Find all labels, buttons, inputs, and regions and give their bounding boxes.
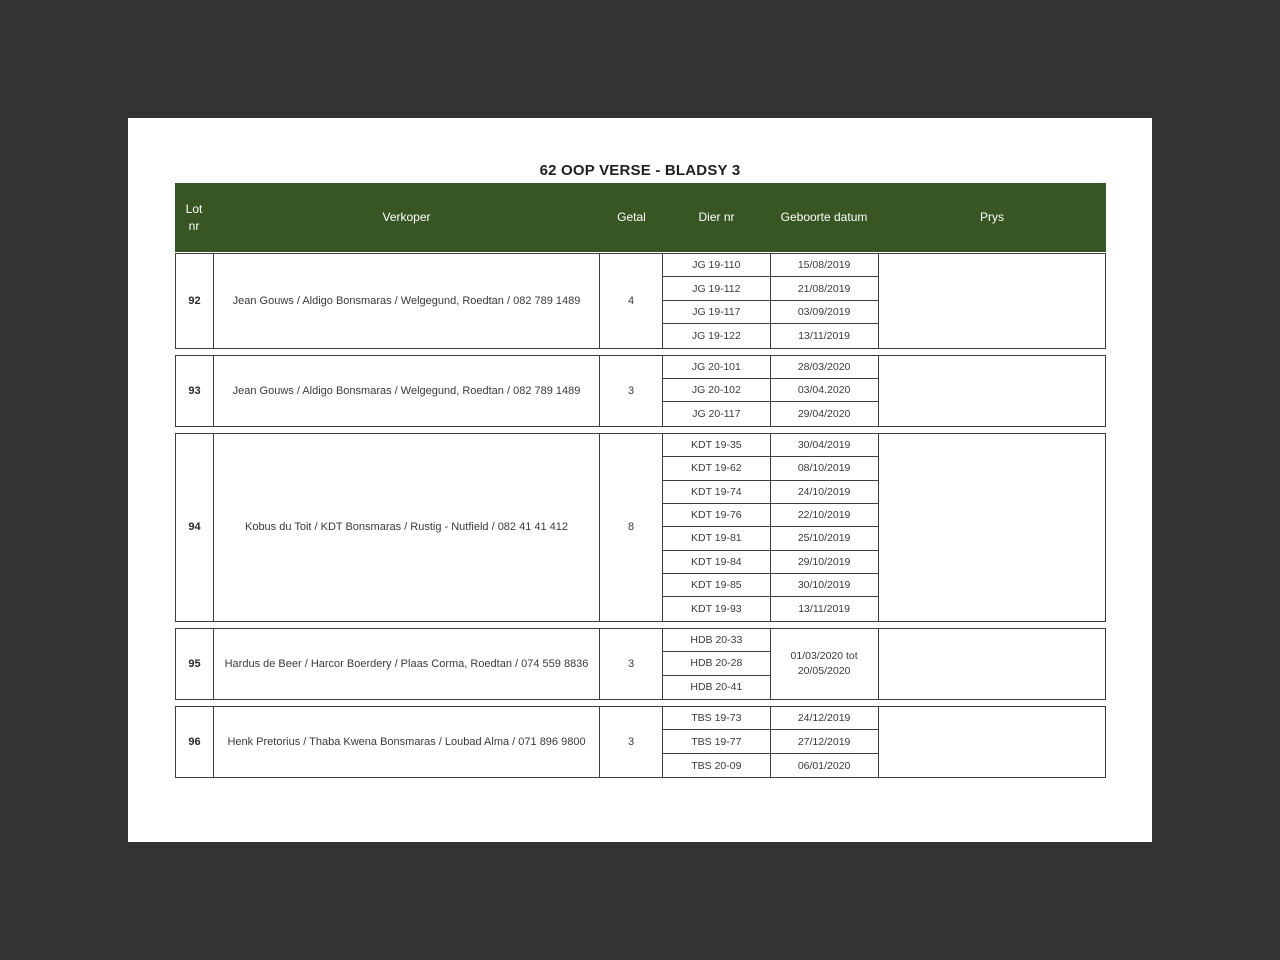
- count-cell: 4: [600, 254, 663, 348]
- birth-date-cell: 03/09/2019: [771, 301, 878, 324]
- price-cell: [878, 434, 1106, 621]
- birth-date-cell: 25/10/2019: [771, 527, 878, 550]
- birth-date-column: [770, 254, 878, 348]
- animal-id-cell: KDT 19-62: [663, 457, 770, 480]
- birth-date-cell: 15/08/2019: [771, 254, 878, 277]
- birth-date-column: [770, 707, 878, 777]
- animal-id-cell: JG 19-112: [663, 277, 770, 300]
- count-cell: 3: [600, 707, 663, 777]
- seller-cell: Kobus du Toit / KDT Bonsmaras / Rustig - Nutfield / 082 41 41 412: [214, 434, 600, 621]
- lot-row-group: [175, 433, 1106, 622]
- page-title: 62 OOP VERSE - BLADSY 3: [539, 162, 741, 179]
- animal-id-cell: JG 20-101: [663, 356, 770, 379]
- lot-row-group: [175, 628, 1106, 700]
- birth-date-cell: 30/10/2019: [771, 574, 878, 597]
- count-cell: 3: [600, 356, 663, 426]
- price-cell: [878, 629, 1106, 699]
- birth-date-cell: 13/11/2019: [798, 329, 850, 342]
- animal-id-cell: KDT 19-85: [663, 574, 770, 597]
- column-header-verkoper: Verkoper: [382, 210, 431, 225]
- column-header-lot-nr: Lot nr: [185, 202, 203, 233]
- animal-id-column: [663, 707, 770, 777]
- birth-date-cell: 30/04/2019: [771, 434, 878, 457]
- lot-number-cell: 94: [176, 434, 214, 621]
- seller-cell: Jean Gouws / Aldigo Bonsmaras / Welgegund, Roedtan / 082 789 1489: [214, 254, 600, 348]
- animal-id-cell: KDT 19-76: [663, 504, 770, 527]
- lot-row-group: [175, 706, 1106, 778]
- birth-date-cell: 06/01/2020: [797, 759, 851, 772]
- animal-id-cell: JG 19-117: [663, 301, 770, 324]
- seller-cell: Hardus de Beer / Harcor Boerdery / Plaas Corma, Roedtan / 074 559 8836: [214, 629, 600, 699]
- lot-number-cell: 96: [176, 707, 214, 777]
- birth-date-merged-cell: 01/03/2020 tot 20/05/2020: [790, 649, 858, 677]
- animal-id-cell: TBS 19-77: [663, 730, 770, 753]
- birth-date-cell: 13/11/2019: [798, 603, 850, 616]
- animal-id-cell: KDT 19-81: [663, 527, 770, 550]
- table-header-row: [175, 183, 1106, 252]
- animal-id-cell: HDB 20-28: [663, 652, 770, 675]
- lot-number-cell: 95: [176, 629, 214, 699]
- animal-id-cell: JG 19-122: [691, 329, 741, 342]
- birth-date-column: [770, 629, 878, 699]
- animal-id-cell: TBS 20-09: [691, 759, 742, 772]
- animal-id-column: [663, 356, 770, 426]
- column-header-getal: Getal: [617, 210, 646, 225]
- animal-id-column: [663, 254, 770, 348]
- count-cell: 3: [600, 629, 663, 699]
- animal-id-cell: JG 20-117: [692, 408, 741, 421]
- birth-date-cell: 22/10/2019: [771, 504, 878, 527]
- animal-id-column: [663, 434, 770, 621]
- animal-id-cell: TBS 19-73: [663, 707, 770, 730]
- count-cell: 8: [600, 434, 663, 621]
- birth-date-cell: 03/04.2020: [771, 379, 878, 402]
- animal-id-cell: HDB 20-33: [663, 629, 770, 652]
- lot-row-group: [175, 355, 1106, 427]
- animal-id-cell: KDT 19-84: [663, 551, 770, 574]
- birth-date-column: [770, 434, 878, 621]
- birth-date-cell: 24/12/2019: [771, 707, 878, 730]
- document-page: [128, 118, 1152, 842]
- column-header-dier-nr: Dier nr: [698, 210, 735, 225]
- animal-id-column: [663, 629, 770, 699]
- lot-number-cell: 93: [176, 356, 214, 426]
- seller-cell: Henk Pretorius / Thaba Kwena Bonsmaras / Loubad Alma / 071 896 9800: [214, 707, 600, 777]
- animal-id-cell: JG 19-110: [663, 254, 770, 277]
- column-header-prys: Prys: [980, 210, 1004, 225]
- birth-date-cell: 24/10/2019: [771, 481, 878, 504]
- lots-table: [175, 183, 1106, 778]
- animal-id-cell: KDT 19-74: [663, 481, 770, 504]
- birth-date-cell: 29/04/2020: [797, 408, 851, 421]
- animal-id-cell: KDT 19-93: [691, 603, 742, 616]
- price-cell: [878, 254, 1106, 348]
- birth-date-cell: 28/03/2020: [771, 356, 878, 379]
- lot-row-group: [175, 253, 1106, 349]
- birth-date-cell: 27/12/2019: [771, 730, 878, 753]
- birth-date-column: [770, 356, 878, 426]
- price-cell: [878, 707, 1106, 777]
- animal-id-cell: JG 20-102: [663, 379, 770, 402]
- column-header-geboorte-datum: Geboorte datum: [780, 210, 868, 225]
- animal-id-cell: HDB 20-41: [690, 681, 743, 694]
- birth-date-cell: 21/08/2019: [771, 277, 878, 300]
- lot-number-cell: 92: [176, 254, 214, 348]
- price-cell: [878, 356, 1106, 426]
- birth-date-cell: 08/10/2019: [771, 457, 878, 480]
- birth-date-cell: 29/10/2019: [771, 551, 878, 574]
- animal-id-cell: KDT 19-35: [663, 434, 770, 457]
- lots-container: [175, 253, 1106, 778]
- seller-cell: Jean Gouws / Aldigo Bonsmaras / Welgegund, Roedtan / 082 789 1489: [214, 356, 600, 426]
